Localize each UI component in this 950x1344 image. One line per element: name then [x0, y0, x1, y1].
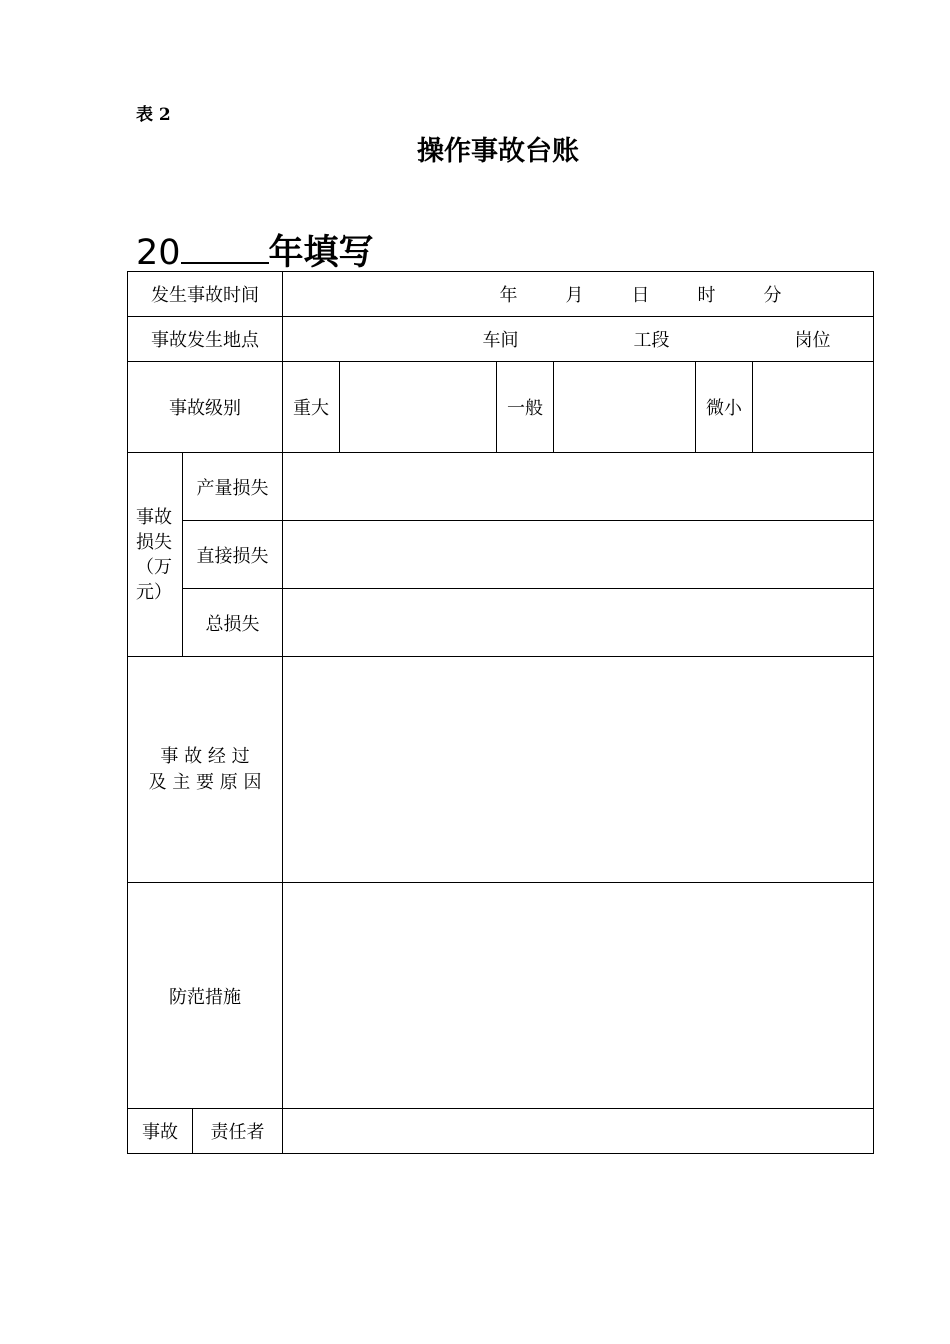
year-suffix: 年填写	[268, 233, 374, 273]
label-accident-time: 发生事故时间	[128, 272, 283, 317]
field-accident-location[interactable]	[283, 317, 874, 362]
row-accident-location	[128, 317, 874, 362]
field-minor[interactable]	[753, 362, 874, 453]
field-total-loss[interactable]	[283, 589, 874, 657]
option-minor: 微小	[696, 362, 753, 453]
unit-minute: 分	[763, 285, 782, 306]
option-general: 一般	[497, 362, 554, 453]
loss-label-line: 损失	[136, 531, 172, 553]
label-accident-level: 事故级别	[128, 362, 283, 453]
label-process-cause	[128, 657, 283, 883]
label-accident-location: 事故发生地点	[128, 317, 283, 362]
loss-label-line: 事故	[136, 506, 172, 528]
option-major: 重大	[283, 362, 340, 453]
field-responsible-person[interactable]	[283, 1109, 874, 1154]
field-major[interactable]	[340, 362, 497, 453]
document-title: 操作事故台账	[417, 136, 579, 167]
year-prefix: 20	[136, 233, 181, 273]
row-preventive-measures	[128, 883, 874, 1109]
unit-post: 岗位	[794, 330, 831, 351]
unit-workshop: 车间	[482, 330, 519, 351]
loss-label-line: （万	[136, 556, 172, 578]
field-preventive-measures[interactable]	[283, 883, 874, 1109]
table-number-label: 表 2	[136, 105, 171, 125]
label-output-loss: 产量损失	[183, 453, 283, 521]
label-responsible-person: 责任者	[193, 1109, 283, 1154]
unit-year: 年	[499, 285, 518, 306]
field-direct-loss[interactable]	[283, 521, 874, 589]
row-loss-direct	[128, 521, 874, 589]
row-accident-time	[128, 272, 874, 317]
loss-label-line: 元）	[136, 581, 172, 603]
unit-day: 日	[631, 285, 650, 306]
label-direct-loss: 直接损失	[183, 521, 283, 589]
label-preventive-measures: 防范措施	[128, 883, 283, 1109]
process-label-line1: 事 故 经 过	[160, 745, 250, 767]
unit-month: 月	[565, 285, 584, 306]
year-fill-line	[136, 225, 374, 275]
field-process-cause[interactable]	[283, 657, 874, 883]
year-blank-field[interactable]	[181, 234, 269, 264]
row-loss-total	[128, 589, 874, 657]
label-total-loss: 总损失	[183, 589, 283, 657]
unit-hour: 时	[697, 285, 716, 306]
accident-ledger-table	[127, 271, 874, 1154]
field-accident-time[interactable]	[283, 272, 874, 317]
label-accident: 事故	[128, 1109, 193, 1154]
field-general[interactable]	[554, 362, 696, 453]
label-accident-loss	[128, 453, 183, 657]
row-loss-output	[128, 453, 874, 521]
row-process-cause	[128, 657, 874, 883]
field-output-loss[interactable]	[283, 453, 874, 521]
unit-section: 工段	[633, 330, 670, 351]
process-label-line2: 及 主 要 原 因	[148, 771, 262, 793]
row-responsible	[128, 1109, 874, 1154]
row-accident-level	[128, 362, 874, 453]
